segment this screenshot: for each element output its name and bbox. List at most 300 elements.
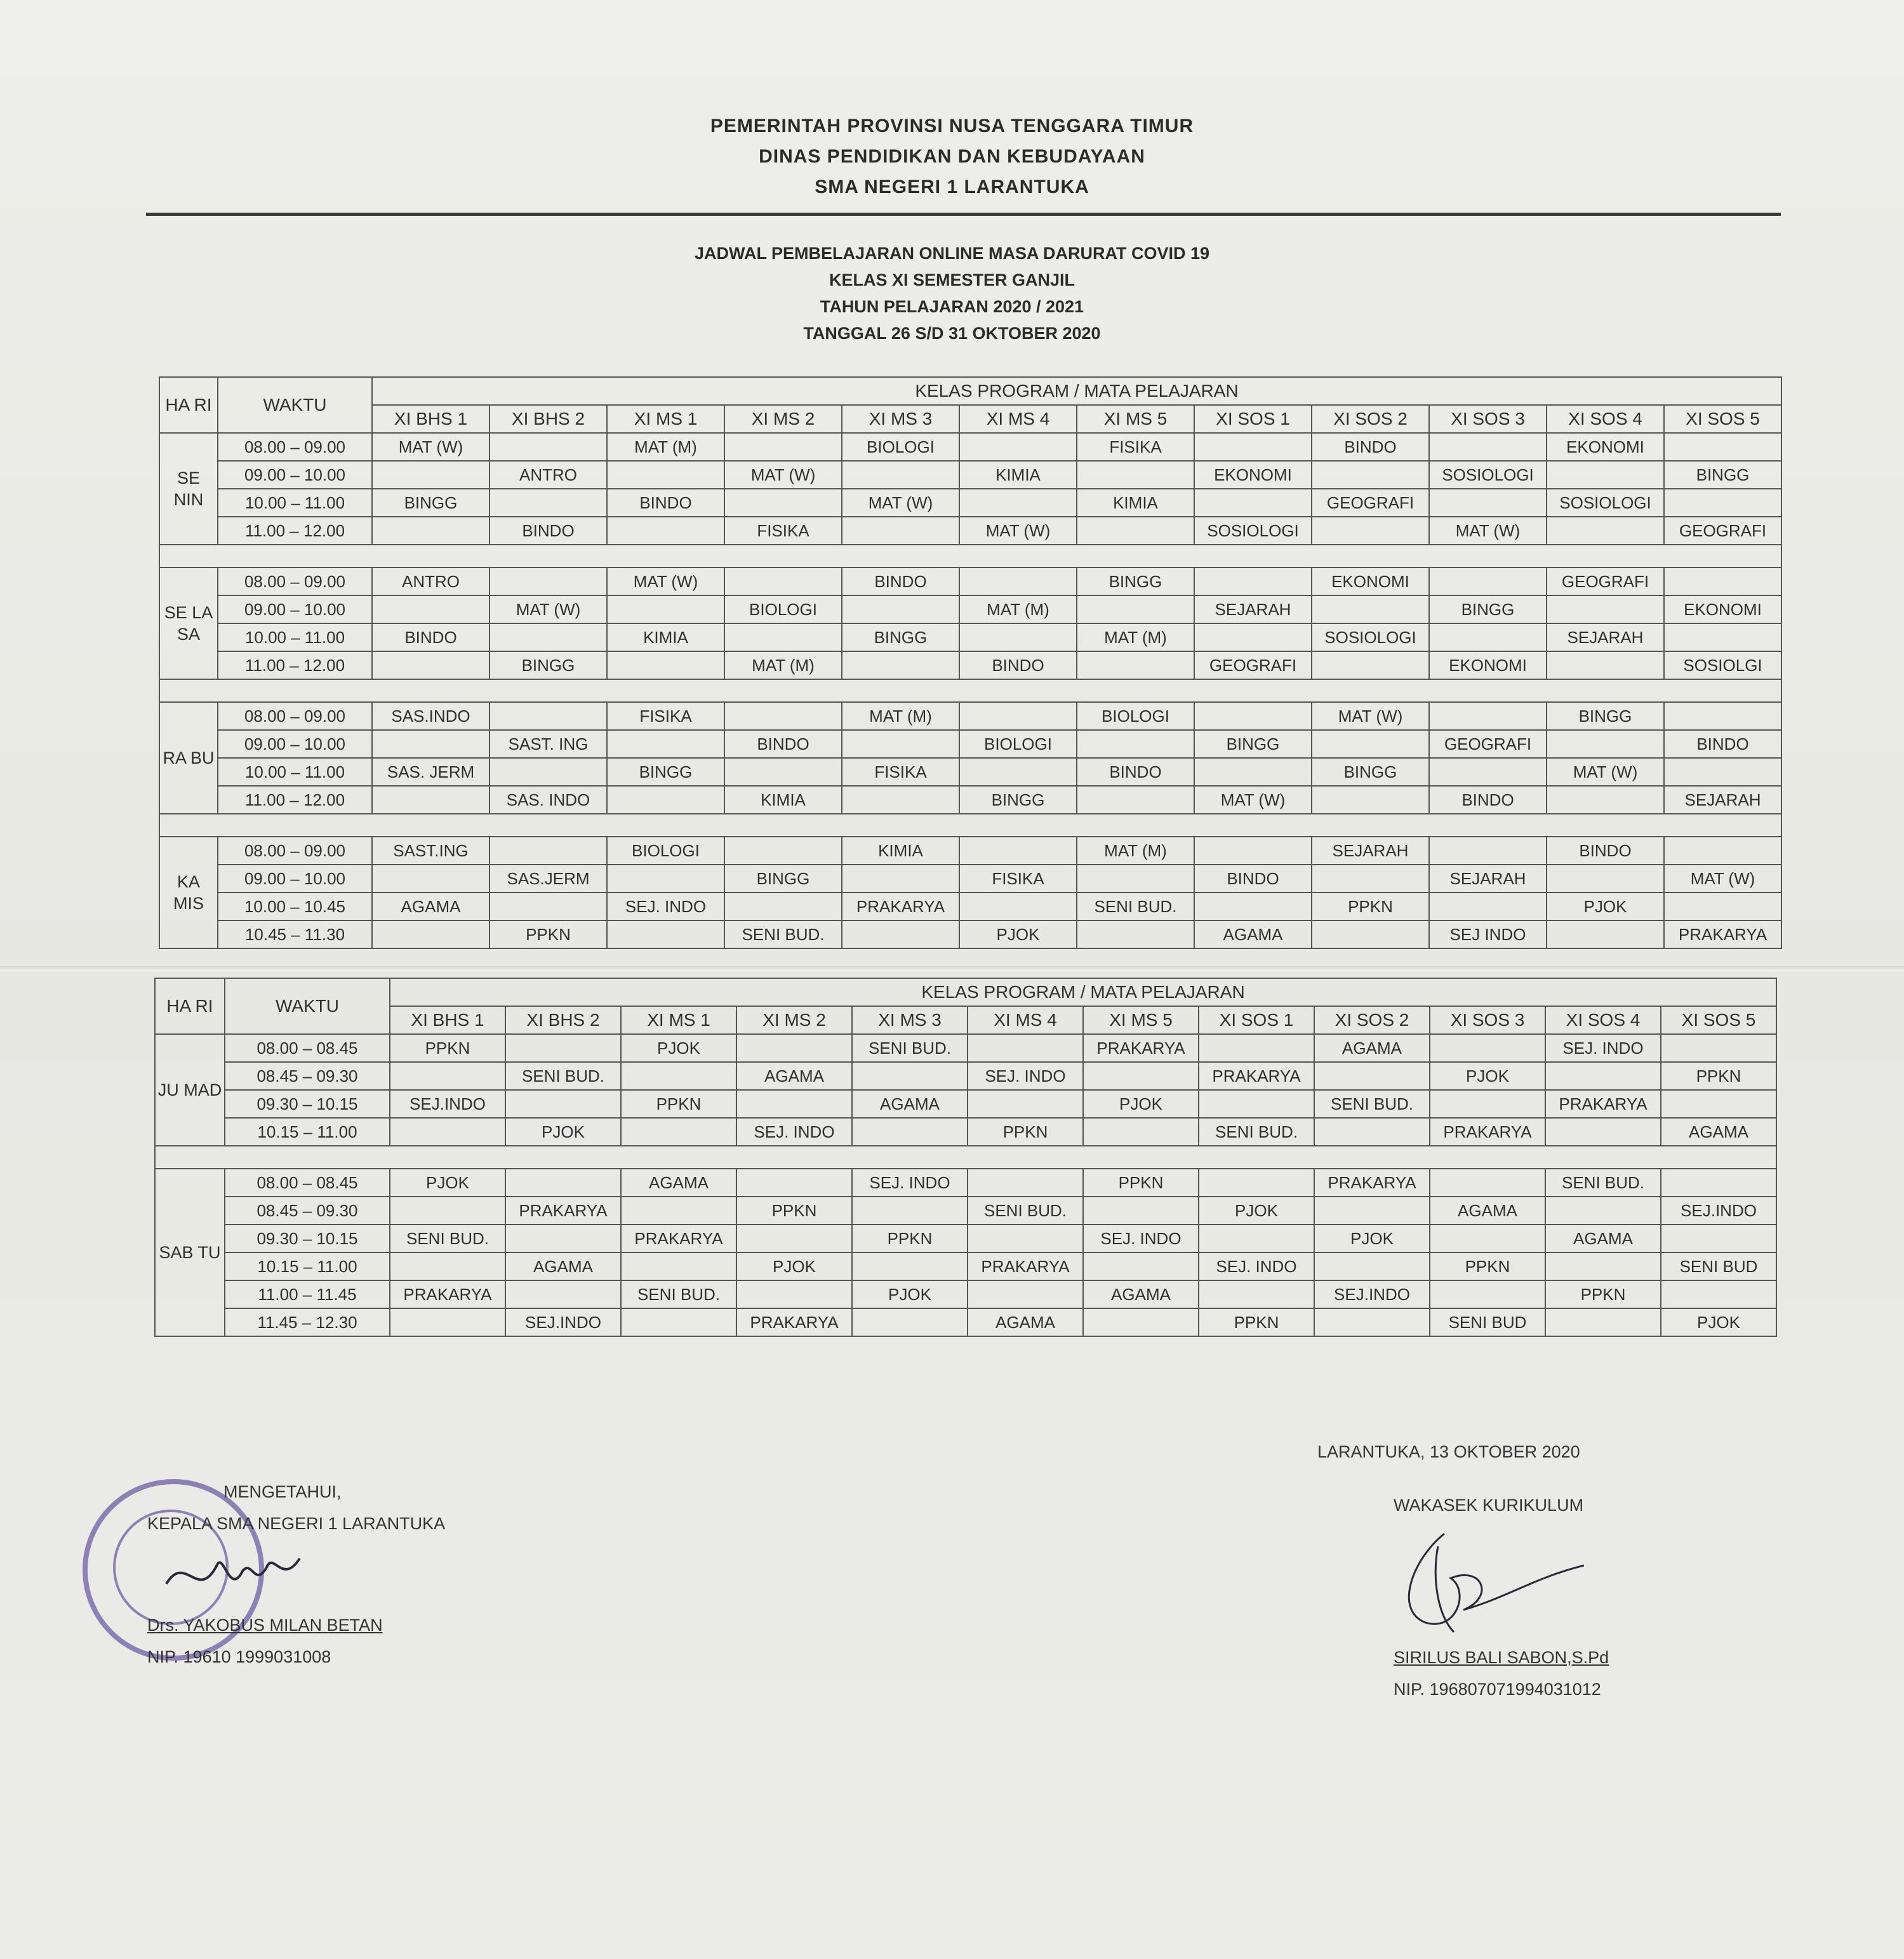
subject-cell [959,489,1077,517]
subject-cell [1429,433,1547,461]
subject-cell: AGAMA [1661,1118,1776,1146]
subject-cell [1199,1169,1314,1197]
subject-cell: KIMIA [842,837,959,865]
subject-cell: SEJ. INDO [1083,1225,1199,1252]
subject-cell: BIOLOGI [724,595,842,623]
day-separator-cell [159,814,1781,837]
subject-cell: SEJ.INDO [505,1308,621,1336]
subject-cell [372,517,489,545]
class-header: XI BHS 1 [390,1006,505,1034]
subject-cell [1077,517,1194,545]
subject-cell: SENI BUD. [968,1197,1083,1225]
subject-cell [1545,1062,1661,1090]
subject-cell [1312,786,1429,814]
subject-cell: PJOK [1661,1308,1776,1336]
time-cell: 08.45 – 09.30 [225,1197,390,1225]
subject-cell: SEJ. INDO [968,1062,1083,1090]
subject-cell [390,1308,505,1336]
subject-cell [1664,702,1781,730]
class-header: XI BHS 2 [489,405,607,433]
subject-cell: BINGG [1664,461,1781,489]
time-cell: 10.00 – 10.45 [218,893,372,920]
subject-cell [724,433,842,461]
subject-cell: AGAMA [1194,920,1312,948]
subject-cell [724,489,842,517]
subject-cell: SENI BUD. [505,1062,621,1090]
subject-cell [736,1090,852,1118]
subject-cell [1199,1034,1314,1062]
schedule-row [159,758,1781,786]
waktu-header: WAKTU [225,978,390,1034]
time-cell: 09.30 – 10.15 [225,1225,390,1252]
schedule-row [159,893,1781,920]
subject-cell: SEJARAH [1194,595,1312,623]
subject-cell [1430,1280,1545,1308]
subject-cell [372,651,489,679]
subject-cell: PJOK [1083,1090,1199,1118]
day-separator [159,545,1781,568]
subject-cell [724,623,842,651]
subject-cell [1664,758,1781,786]
class-header: XI MS 2 [724,405,842,433]
subject-cell [1199,1225,1314,1252]
subject-cell: BINGG [842,623,959,651]
subject-cell [1194,623,1312,651]
subject-cell: SAST. ING [489,730,607,758]
subject-cell [1429,893,1547,920]
subject-cell: SOSIOLOGI [1547,489,1664,517]
day-cell: JU MAD [155,1034,225,1146]
subject-cell: EKONOMI [1429,651,1547,679]
subject-cell [1312,595,1429,623]
subject-cell [842,920,959,948]
subject-cell: PRAKARYA [1314,1169,1430,1197]
subject-cell [968,1225,1083,1252]
subject-cell [607,865,724,893]
class-header: XI SOS 5 [1664,405,1781,433]
subject-cell: BINDO [959,651,1077,679]
subject-cell: PRAKARYA [390,1280,505,1308]
subject-cell [1312,517,1429,545]
subject-cell: PRAKARYA [505,1197,621,1225]
schedule-row [159,568,1781,595]
subject-cell: AGAMA [1314,1034,1430,1062]
subject-cell [1430,1090,1545,1118]
class-header: XI MS 3 [842,405,959,433]
subject-cell [724,568,842,595]
subject-cell: PPKN [1661,1062,1776,1090]
subject-cell [1199,1090,1314,1118]
subject-cell [505,1169,621,1197]
subject-cell: AGAMA [1430,1197,1545,1225]
subject-cell: AGAMA [1545,1225,1661,1252]
subject-cell [1664,489,1781,517]
title-line-2: KELAS XI SEMESTER GANJIL [829,270,1075,289]
subject-cell [1661,1280,1776,1308]
subject-cell: BINDO [1429,786,1547,814]
subject-cell: SENI BUD. [724,920,842,948]
subject-cell: MAT (W) [1664,865,1781,893]
curriculum-signature [1317,1521,1584,1642]
subject-cell [724,837,842,865]
subject-cell: MAT (W) [1547,758,1664,786]
title-line-4: TANGGAL 26 S/D 31 OKTOBER 2020 [803,324,1101,343]
subject-cell [852,1062,968,1090]
class-header: XI MS 1 [607,405,724,433]
subject-cell [621,1308,736,1336]
subject-cell: SEJ. INDO [607,893,724,920]
subject-cell: MAT (M) [1077,837,1194,865]
subject-cell: PJOK [959,920,1077,948]
subject-cell: PRAKARYA [1430,1118,1545,1146]
subject-cell [1429,489,1547,517]
time-cell: 11.00 – 12.00 [218,651,372,679]
time-cell: 08.45 – 09.30 [225,1062,390,1090]
subject-cell: MAT (W) [372,433,489,461]
subject-cell: MAT (W) [607,568,724,595]
acknowledged-label: MENGETAHUI, [223,1482,342,1501]
subject-cell [852,1252,968,1280]
subject-cell: SEJARAH [1664,786,1781,814]
class-header: XI SOS 4 [1547,405,1664,433]
subject-cell [607,920,724,948]
subject-cell [1430,1034,1545,1062]
schedule-row [155,1090,1776,1118]
subject-cell [1194,489,1312,517]
day-separator [159,679,1781,702]
schedule-row [155,1280,1776,1308]
subject-cell [390,1118,505,1146]
subject-cell: BINGG [1077,568,1194,595]
class-header: XI SOS 1 [1194,405,1312,433]
subject-cell [1194,758,1312,786]
hari-header: HA RI [155,978,225,1034]
subject-cell [1194,893,1312,920]
subject-cell [372,461,489,489]
subject-cell [372,595,489,623]
hari-header: HA RI [159,377,218,433]
subject-cell: PJOK [852,1280,968,1308]
subject-cell [968,1169,1083,1197]
signature-left [147,1476,445,1673]
subject-cell [1077,651,1194,679]
subject-cell: PPKN [1545,1280,1661,1308]
subject-cell [372,730,489,758]
schedule-table-bottom [154,978,1777,1337]
letterhead-line-2: DINAS PENDIDIKAN DAN KEBUDAYAAN [759,146,1145,167]
time-cell: 10.45 – 11.30 [218,920,372,948]
subject-cell [1545,1118,1661,1146]
subject-cell: PRAKARYA [736,1308,852,1336]
subject-cell [842,517,959,545]
class-header: XI MS 4 [968,1006,1083,1034]
time-cell: 11.00 – 12.00 [218,517,372,545]
subject-cell [1430,1169,1545,1197]
curriculum-nip: NIP. 196807071994031012 [1394,1680,1601,1699]
schedule-row [159,651,1781,679]
subject-cell: MAT (M) [959,595,1077,623]
subject-cell: PRAKARYA [621,1225,736,1252]
subject-cell: BINGG [724,865,842,893]
subject-cell: BIOLOGI [1077,702,1194,730]
schedule-row [155,1034,1776,1062]
subject-cell: MAT (W) [724,461,842,489]
title-line-3: TAHUN PELAJARAN 2020 / 2021 [820,297,1084,316]
subject-cell [1312,920,1429,948]
subject-cell [1547,651,1664,679]
principal-nip: NIP. 19610 1999031008 [147,1647,331,1666]
principal-signature [147,1539,312,1609]
subject-cell: MAT (W) [1194,786,1312,814]
subject-cell [489,623,607,651]
subject-cell: PPKN [852,1225,968,1252]
place-date: LARANTUKA, 13 OKTOBER 2020 [1317,1442,1580,1461]
subject-cell: PPKN [1312,893,1429,920]
subject-cell [1661,1090,1776,1118]
class-program-header: KELAS PROGRAM / MATA PELAJARAN [372,377,1781,405]
subject-cell [505,1280,621,1308]
subject-cell: AGAMA [1083,1280,1199,1308]
time-cell: 08.00 – 08.45 [225,1034,390,1062]
subject-cell: BIOLOGI [607,837,724,865]
subject-cell [607,461,724,489]
class-header: XI MS 2 [736,1006,852,1034]
subject-cell: AGAMA [968,1308,1083,1336]
time-cell: 08.00 – 09.00 [218,702,372,730]
time-cell: 10.00 – 11.00 [218,623,372,651]
subject-cell: KIMIA [607,623,724,651]
subject-cell: SAST.ING [372,837,489,865]
subject-cell [724,758,842,786]
subject-cell: BINDO [1547,837,1664,865]
schedule-row [159,786,1781,814]
schedule-table-top [159,376,1782,949]
subject-cell [621,1118,736,1146]
subject-cell [489,893,607,920]
subject-cell: PRAKARYA [968,1252,1083,1280]
subject-cell [1314,1197,1430,1225]
subject-cell: PRAKARYA [1664,920,1781,948]
class-header: XI MS 1 [621,1006,736,1034]
subject-cell: KIMIA [959,461,1077,489]
subject-cell [505,1090,621,1118]
subject-cell [1545,1308,1661,1336]
subject-cell: PJOK [736,1252,852,1280]
letterhead-rule [146,213,1781,216]
subject-cell [1661,1169,1776,1197]
subject-cell: SENI BUD. [852,1034,968,1062]
subject-cell: EKONOMI [1312,568,1429,595]
schedule-row [155,1225,1776,1252]
subject-cell [842,461,959,489]
subject-cell: MAT (M) [842,702,959,730]
schedule-row [159,461,1781,489]
class-header: XI SOS 5 [1661,1006,1776,1034]
subject-cell: PPKN [390,1034,505,1062]
subject-cell [372,865,489,893]
subject-cell: BINDO [842,568,959,595]
class-header: XI BHS 2 [505,1006,621,1034]
subject-cell [736,1034,852,1062]
day-separator-cell [155,1146,1776,1169]
subject-cell [621,1197,736,1225]
subject-cell [1314,1252,1430,1280]
subject-cell [1194,837,1312,865]
subject-cell: MAT (M) [607,433,724,461]
subject-cell [1312,651,1429,679]
subject-cell [968,1034,1083,1062]
class-header: XI BHS 1 [372,405,489,433]
day-separator-cell [159,545,1781,568]
letterhead-line-3: SMA NEGERI 1 LARANTUKA [815,176,1089,197]
subject-cell: FISIKA [1077,433,1194,461]
subject-cell [1547,517,1664,545]
subject-cell [959,623,1077,651]
subject-cell: BINGG [607,758,724,786]
curriculum-role: WAKASEK KURIKULUM [1394,1496,1584,1515]
subject-cell [1077,730,1194,758]
time-cell: 10.15 – 11.00 [225,1118,390,1146]
subject-cell [621,1252,736,1280]
subject-cell: FISIKA [842,758,959,786]
class-header: XI MS 4 [959,405,1077,433]
subject-cell [842,786,959,814]
subject-cell [842,595,959,623]
subject-cell: PJOK [621,1034,736,1062]
subject-cell: PRAKARYA [1545,1090,1661,1118]
time-cell: 08.00 – 08.45 [225,1169,390,1197]
subject-cell [842,730,959,758]
subject-cell [1077,595,1194,623]
time-cell: 10.15 – 11.00 [225,1252,390,1280]
subject-cell: FISIKA [959,865,1077,893]
subject-cell [1545,1252,1661,1280]
time-cell: 08.00 – 09.00 [218,837,372,865]
schedule-row [159,837,1781,865]
principal-name: Drs. YAKOBUS MILAN BETAN [147,1616,383,1635]
subject-cell: SEJARAH [1312,837,1429,865]
schedule-row [155,1169,1776,1197]
subject-cell: BINGG [1429,595,1547,623]
schedule-row [159,517,1781,545]
subject-cell: BINDO [724,730,842,758]
subject-cell [1429,623,1547,651]
subject-cell [1312,461,1429,489]
time-cell: 10.00 – 11.00 [218,758,372,786]
subject-cell: MAT (M) [1077,623,1194,651]
subject-cell: SAS. INDO [489,786,607,814]
subject-cell: BINDO [489,517,607,545]
subject-cell [1194,568,1312,595]
subject-cell: PJOK [505,1118,621,1146]
subject-cell: PPKN [489,920,607,948]
schedule-row [159,623,1781,651]
subject-cell: SENI BUD. [390,1225,505,1252]
subject-cell [1664,893,1781,920]
time-cell: 09.30 – 10.15 [225,1090,390,1118]
subject-cell: SENI BUD. [1545,1169,1661,1197]
curriculum-signature-area [1317,1521,1609,1642]
subject-cell: SENI BUD. [1199,1118,1314,1146]
subject-cell [1083,1062,1199,1090]
subject-cell: PPKN [1083,1169,1199,1197]
subject-cell: KIMIA [724,786,842,814]
subject-cell: SEJ. INDO [736,1118,852,1146]
subject-cell: SEJ. INDO [852,1169,968,1197]
subject-cell: SOSIOLOGI [1194,517,1312,545]
subject-cell: ANTRO [372,568,489,595]
subject-cell: BIOLOGI [959,730,1077,758]
subject-cell: BINGG [489,651,607,679]
subject-cell [1194,433,1312,461]
subject-cell [1547,786,1664,814]
subject-cell: GEOGRAFI [1312,489,1429,517]
subject-cell: SEJARAH [1429,865,1547,893]
curriculum-name: SIRILUS BALI SABON,S.Pd [1394,1648,1609,1667]
subject-cell: FISIKA [724,517,842,545]
subject-cell: SAS. JERM [372,758,489,786]
subject-cell: AGAMA [505,1252,621,1280]
subject-cell [1312,730,1429,758]
time-cell: 08.00 – 09.00 [218,433,372,461]
subject-cell [1429,702,1547,730]
schedule-row [155,1062,1776,1090]
subject-cell [489,758,607,786]
subject-cell [1664,433,1781,461]
subject-cell: PJOK [1547,893,1664,920]
subject-cell: FISIKA [607,702,724,730]
time-cell: 09.00 – 10.00 [218,865,372,893]
subject-cell: PJOK [390,1169,505,1197]
subject-cell [1664,568,1781,595]
subject-cell [607,517,724,545]
subject-cell [489,568,607,595]
subject-cell [1083,1118,1199,1146]
subject-cell: SEJ. INDO [1545,1034,1661,1062]
subject-cell: SENI BUD [1430,1308,1545,1336]
subject-cell [852,1118,968,1146]
subject-cell [1429,758,1547,786]
schedule-row [155,1252,1776,1280]
subject-cell: SEJ.INDO [1314,1280,1430,1308]
subject-cell: GEOGRAFI [1429,730,1547,758]
subject-cell: PJOK [1314,1225,1430,1252]
subject-cell: PPKN [1430,1252,1545,1280]
subject-cell [959,568,1077,595]
day-cell: KA MIS [159,837,218,948]
subject-cell: SEJ.INDO [390,1090,505,1118]
subject-cell [372,786,489,814]
subject-cell: MAT (W) [1312,702,1429,730]
subject-cell [390,1252,505,1280]
subject-cell [959,758,1077,786]
schedule-row [159,730,1781,758]
subject-cell [621,1062,736,1090]
schedule-row [155,1308,1776,1336]
subject-cell: BINDO [607,489,724,517]
subject-cell: ANTRO [489,461,607,489]
subject-cell: SENI BUD. [1077,893,1194,920]
subject-cell [1547,730,1664,758]
subject-cell: BINDO [1194,865,1312,893]
time-cell: 09.00 – 10.00 [218,595,372,623]
subject-cell: GEOGRAFI [1194,651,1312,679]
subject-cell [1664,623,1781,651]
subject-cell [968,1090,1083,1118]
subject-cell: MAT (W) [959,517,1077,545]
subject-cell: SENI BUD. [621,1280,736,1308]
subject-cell [736,1225,852,1252]
